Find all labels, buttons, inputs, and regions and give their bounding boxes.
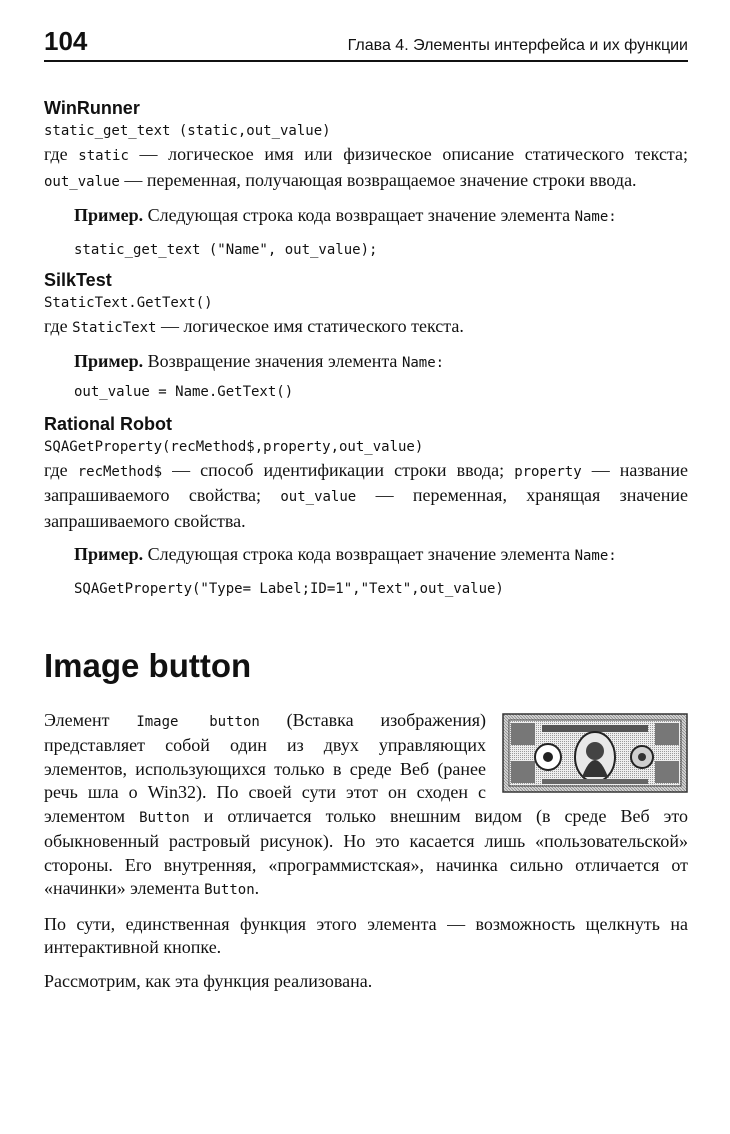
chapter-heading: Image button xyxy=(44,646,252,684)
section-title: WinRunner xyxy=(44,98,140,118)
running-title: Глава 4. Элементы интерфейса и их функции xyxy=(347,37,688,54)
page-number: 104 xyxy=(44,26,88,56)
example-intro: Пример. Следующая строка кода возвращает значение элемента Name: xyxy=(74,544,617,564)
image-button-body xyxy=(44,709,688,994)
paragraph-2: По сути, единственная функция этого элемента — возможность щелкнуть на интерактивной кнопке. xyxy=(44,913,688,957)
example-code: static_get_text ("Name", out_value); xyxy=(74,241,378,258)
example-intro: Пример. Следующая строка кода возвращает значение элемента Name: xyxy=(74,205,617,225)
section-image-button xyxy=(44,647,688,994)
dollar-bill-icon xyxy=(502,713,688,793)
code-signature: StaticText.GetText() xyxy=(44,294,213,311)
description: где recMethod$ — способ идентификации строки ввода; property — название запрашиваемого свойства; out_value — переменная, хранящая значение запрашиваемого свойства. xyxy=(44,459,689,531)
description: где static — логическое имя или физическое описание статического текста; out_value — переменная, получающая возвращаемое значение строки ввода. xyxy=(44,144,689,190)
example-block xyxy=(74,543,688,601)
example-code: SQAGetProperty("Type= Label;ID=1","Text",out_value) xyxy=(74,580,504,597)
paragraph-3: Рассмотрим, как эта функция реализована. xyxy=(44,970,373,991)
page-header xyxy=(44,28,688,62)
section-title: Rational Robot xyxy=(44,413,172,434)
code-signature: static_get_text (static,out_value) xyxy=(44,123,331,139)
section-winrunner xyxy=(44,98,688,262)
paragraph-1: Элемент Image button (Вставка изображения) представляет собой один из двух управляющих элементов, использующихся только в среде Веб (ранее речь шла о Win32). По своей сути этот он сходен с элементом Button и отличается только внешним видом (в среде Веб это обыкновенный растровый рисунок). Но это касается лишь «пользовательской» стороны. Его внутренняя, «программистская», начинка сильно отличается от «начинки» элемента Button. xyxy=(44,709,689,898)
section-rational-robot xyxy=(44,414,688,601)
example-block xyxy=(74,204,688,262)
dollar-bill-image xyxy=(502,713,688,793)
section-silktest xyxy=(44,270,688,404)
example-block xyxy=(74,350,688,404)
example-code: out_value = Name.GetText() xyxy=(74,383,294,400)
book-page xyxy=(44,28,688,993)
example-intro: Пример. Возвращение значения элемента Name: xyxy=(74,351,445,371)
section-title: SilkTest xyxy=(44,269,112,290)
description: где StaticText — логическое имя статического текста. xyxy=(44,315,464,336)
code-signature: SQAGetProperty(recMethod$,property,out_value) xyxy=(44,438,424,455)
